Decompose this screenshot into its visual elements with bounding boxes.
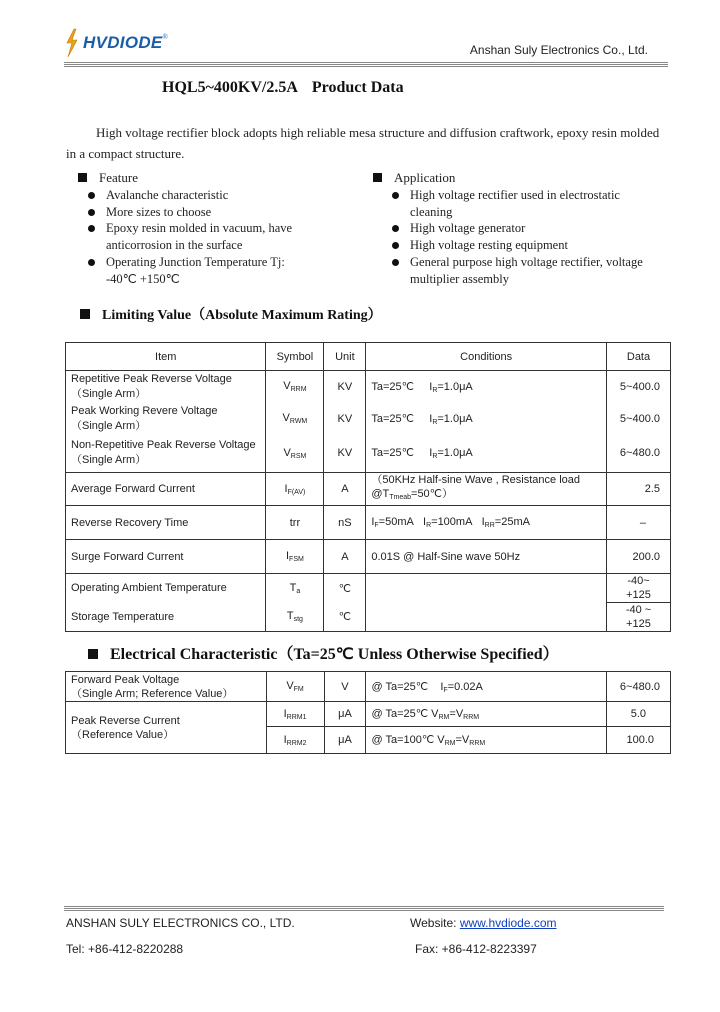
application-heading [373, 170, 455, 186]
condition: Ta=25℃ [371, 380, 414, 393]
condition-b-rest: =0.02A [447, 680, 483, 693]
item-cell [66, 435, 266, 473]
limiting-table [65, 342, 671, 632]
registered-mark: ® [162, 33, 168, 41]
table-row [66, 540, 671, 574]
symbol: I [284, 482, 288, 495]
symbol-sub: RRM1 [286, 713, 307, 721]
footer-fax: Fax: +86-412-8223397 [415, 942, 537, 956]
electrical-heading [88, 641, 559, 664]
condition-sub: RM [444, 740, 456, 747]
condition-sub: R [432, 386, 438, 394]
data-value-2: +125 [626, 618, 651, 630]
list-item: Operating Junction Temperature Tj: -40℃ +150℃ [88, 254, 313, 287]
condition-sub: Tmeab [389, 494, 412, 501]
symbol: I [285, 550, 290, 562]
item-cell: Operating Ambient Temperature [66, 574, 266, 603]
data-cell: 5.0 [607, 702, 671, 727]
condition: I [423, 516, 427, 528]
list-item: High voltage rectifier used in electrostatic cleaning [392, 187, 662, 220]
electrical-table [65, 671, 671, 754]
limiting-heading-label: Limiting Value（Absolute Maximum Rating） [102, 308, 382, 323]
symbol-sub: RSM [290, 452, 307, 460]
condition-b: I [429, 447, 433, 460]
unit-cell: KV [324, 371, 366, 403]
lightning-logo-icon [64, 28, 80, 58]
table-row [66, 672, 671, 702]
unit-cell: A [324, 473, 366, 506]
condition: =25mA [494, 516, 530, 528]
condition: I [371, 516, 375, 528]
condition-cell [366, 435, 607, 473]
table-header-row [66, 343, 671, 371]
item-label: Peak Working Revere Voltage [71, 404, 218, 417]
symbol: V [282, 412, 290, 424]
table-row [66, 702, 671, 727]
symbol-cell [266, 435, 324, 473]
unit-cell: μA [324, 727, 366, 754]
condition-b-rest: =50℃） [411, 488, 454, 500]
item-sublabel: （Single Arm） [71, 419, 147, 432]
item-sublabel: （Single Arm） [71, 454, 147, 467]
symbol: V [283, 446, 291, 459]
condition-cell [366, 574, 607, 632]
list-item: High voltage generator [392, 220, 662, 237]
condition-sub: R [432, 453, 438, 461]
condition-sub: F [443, 686, 448, 694]
unit-cell: KV [324, 435, 366, 473]
condition-cell [366, 506, 607, 540]
unit-cell: nS [324, 506, 366, 540]
col-header: Data [607, 343, 671, 371]
table-row [66, 403, 671, 435]
website-link[interactable]: www.hvdiode.com [459, 916, 557, 930]
data-value-2: +125 [626, 589, 651, 601]
table-row [66, 371, 671, 403]
footer-company: ANSHAN SULY ELECTRONICS CO., LTD. [66, 916, 295, 930]
data-cell: 6~480.0 [607, 435, 671, 473]
condition-sub: RRM [463, 714, 480, 721]
page-title [162, 79, 404, 97]
data-cell: 100.0 [607, 727, 671, 754]
symbol-cell [266, 574, 324, 603]
condition-cell [366, 727, 607, 754]
symbol-sub: F(AV) [287, 488, 306, 496]
symbol-cell [266, 473, 324, 506]
symbol-sub: a [296, 587, 301, 595]
table-row [66, 574, 671, 603]
list-item: Avalanche characteristic [88, 187, 313, 204]
intro-paragraph: High voltage rectifier block adopts high reliable mesa structure and diffusion craftwork, epoxy resin molded in a compact structure. [66, 125, 660, 161]
condition-b: @T [371, 488, 390, 500]
item-cell: Storage Temperature [66, 603, 266, 632]
unit-cell: A [324, 540, 366, 574]
condition: @ Ta=100℃ V [371, 734, 445, 746]
symbol-sub: RWM [289, 418, 308, 425]
condition-cell [366, 672, 607, 702]
application-heading-label: Application [394, 170, 456, 185]
condition: Ta=25℃ [371, 412, 414, 425]
condition: I [481, 516, 485, 528]
data-cell: 2.5 [607, 473, 671, 506]
condition-b: I [429, 412, 433, 425]
condition-b: I [440, 680, 444, 693]
symbol-cell: trr [266, 506, 324, 540]
condition: Ta=25℃ [371, 447, 414, 460]
unit-cell: ℃ [324, 574, 366, 603]
item-sublabel: （Single Arm） [71, 387, 147, 400]
list-item: High voltage resting equipment [392, 237, 662, 254]
condition-cell: 0.01S @ Half-Sine wave 50Hz [366, 540, 607, 574]
symbol: V [283, 380, 291, 393]
symbol-cell [266, 403, 324, 435]
title-suffix: Product Data [311, 79, 404, 96]
table-row [66, 506, 671, 540]
symbol-sub: RRM [290, 386, 307, 394]
symbol-cell [266, 603, 324, 632]
table-row [66, 473, 671, 506]
square-bullet-icon [80, 309, 90, 319]
data-value: -40 ~ [625, 604, 652, 616]
limiting-heading [80, 304, 382, 324]
list-item: More sizes to choose [88, 204, 313, 221]
item-label: Non-Repetitive Peak Reverse Voltage [71, 439, 256, 452]
data-cell: 200.0 [607, 540, 671, 574]
logo-text: HVDIODE [83, 33, 163, 52]
item-cell [66, 702, 267, 754]
feature-list [88, 187, 313, 287]
item-label: Peak Reverse Current [71, 714, 180, 727]
symbol-cell [266, 371, 324, 403]
symbol-cell [266, 540, 324, 574]
condition-b-rest: =1.0μA [437, 412, 473, 425]
item-cell [66, 672, 267, 702]
symbol: V [286, 680, 294, 692]
feature-heading [78, 170, 138, 186]
item-cell: Surge Forward Current [66, 540, 266, 574]
symbol-cell [266, 672, 324, 702]
data-value: -40~ [627, 575, 650, 587]
symbol: T [286, 610, 294, 623]
square-bullet-icon [78, 173, 87, 182]
company-logo [64, 26, 168, 60]
condition-sub: RR [484, 522, 495, 529]
website-label: Website: [410, 916, 457, 930]
footer-website [410, 916, 557, 930]
footer-rule [64, 906, 664, 911]
application-list [392, 187, 662, 287]
symbol: T [289, 581, 297, 594]
unit-cell: ℃ [324, 603, 366, 632]
unit-cell: KV [324, 403, 366, 435]
condition-cell [366, 473, 607, 506]
symbol-sub: FSM [289, 556, 304, 563]
symbol-sub: FM [293, 686, 304, 693]
footer-tel: Tel: +86-412-8220288 [66, 942, 184, 956]
condition-b-rest: =1.0μA [437, 380, 473, 393]
unit-cell: V [324, 672, 366, 702]
col-header: Item [66, 343, 266, 371]
condition: @ Ta=25℃ V [371, 708, 439, 720]
part-number: HQL5~400KV/2.5A [162, 79, 298, 96]
item-cell: Reverse Recovery Time [66, 506, 266, 540]
item-sublabel: （Single Arm; Reference Value） [71, 687, 234, 700]
feature-heading-label: Feature [99, 170, 138, 185]
header-rule [64, 62, 668, 67]
condition-mid: =V [455, 734, 470, 746]
data-cell: 6~480.0 [607, 672, 671, 702]
list-item: General purpose high voltage rectifier, voltage multiplier assembly [392, 254, 662, 287]
square-bullet-icon [88, 649, 98, 659]
col-header: Conditions [366, 343, 607, 371]
table-row [66, 435, 671, 473]
condition: =50mA [378, 516, 414, 528]
condition-sub: RM [438, 714, 450, 721]
symbol-cell [266, 727, 324, 754]
item-cell: Average Forward Current [66, 473, 266, 506]
condition-cell [366, 371, 607, 403]
symbol: I [283, 733, 287, 746]
symbol-cell [266, 702, 324, 727]
item-cell [66, 371, 266, 403]
item-label: Repetitive Peak Reverse Voltage [71, 372, 232, 385]
symbol-sub: stg [293, 616, 303, 624]
condition: =100mA [431, 516, 473, 528]
condition-sub: R [432, 418, 438, 426]
condition-b: I [429, 380, 433, 393]
item-cell [66, 403, 266, 435]
item-sublabel: （Reference Value） [71, 728, 175, 741]
col-header: Symbol [266, 343, 324, 371]
symbol-sub: RRM2 [286, 739, 307, 747]
symbol: I [283, 707, 287, 720]
condition: @ Ta=25℃ [371, 680, 429, 693]
electrical-heading-label: Electrical Characteristic（Ta=25℃ Unless Otherwise Specified） [110, 646, 559, 663]
unit-cell: μA [324, 702, 366, 727]
condition-sub: R [426, 522, 432, 529]
data-cell: 5~400.0 [607, 403, 671, 435]
data-cell: 5~400.0 [607, 371, 671, 403]
data-cell: – [607, 506, 671, 540]
square-bullet-icon [373, 173, 382, 182]
col-header: Unit [324, 343, 366, 371]
condition-sub: RRM [469, 740, 486, 747]
data-cell [607, 574, 671, 603]
condition-cell [366, 403, 607, 435]
condition-cell [366, 702, 607, 727]
condition-mid: =V [449, 708, 464, 720]
list-item: Epoxy resin molded in vacuum, have anticorrosion in the surface [88, 220, 313, 253]
company-name-header: Anshan Suly Electronics Co., Ltd. [469, 43, 648, 57]
condition-b-rest: =1.0μA [437, 447, 473, 460]
data-cell [607, 603, 671, 632]
item-label: Forward Peak Voltage [71, 673, 180, 686]
condition-sub: F [374, 522, 379, 529]
condition: （50KHz Half-sine Wave , Resistance load [371, 474, 581, 486]
